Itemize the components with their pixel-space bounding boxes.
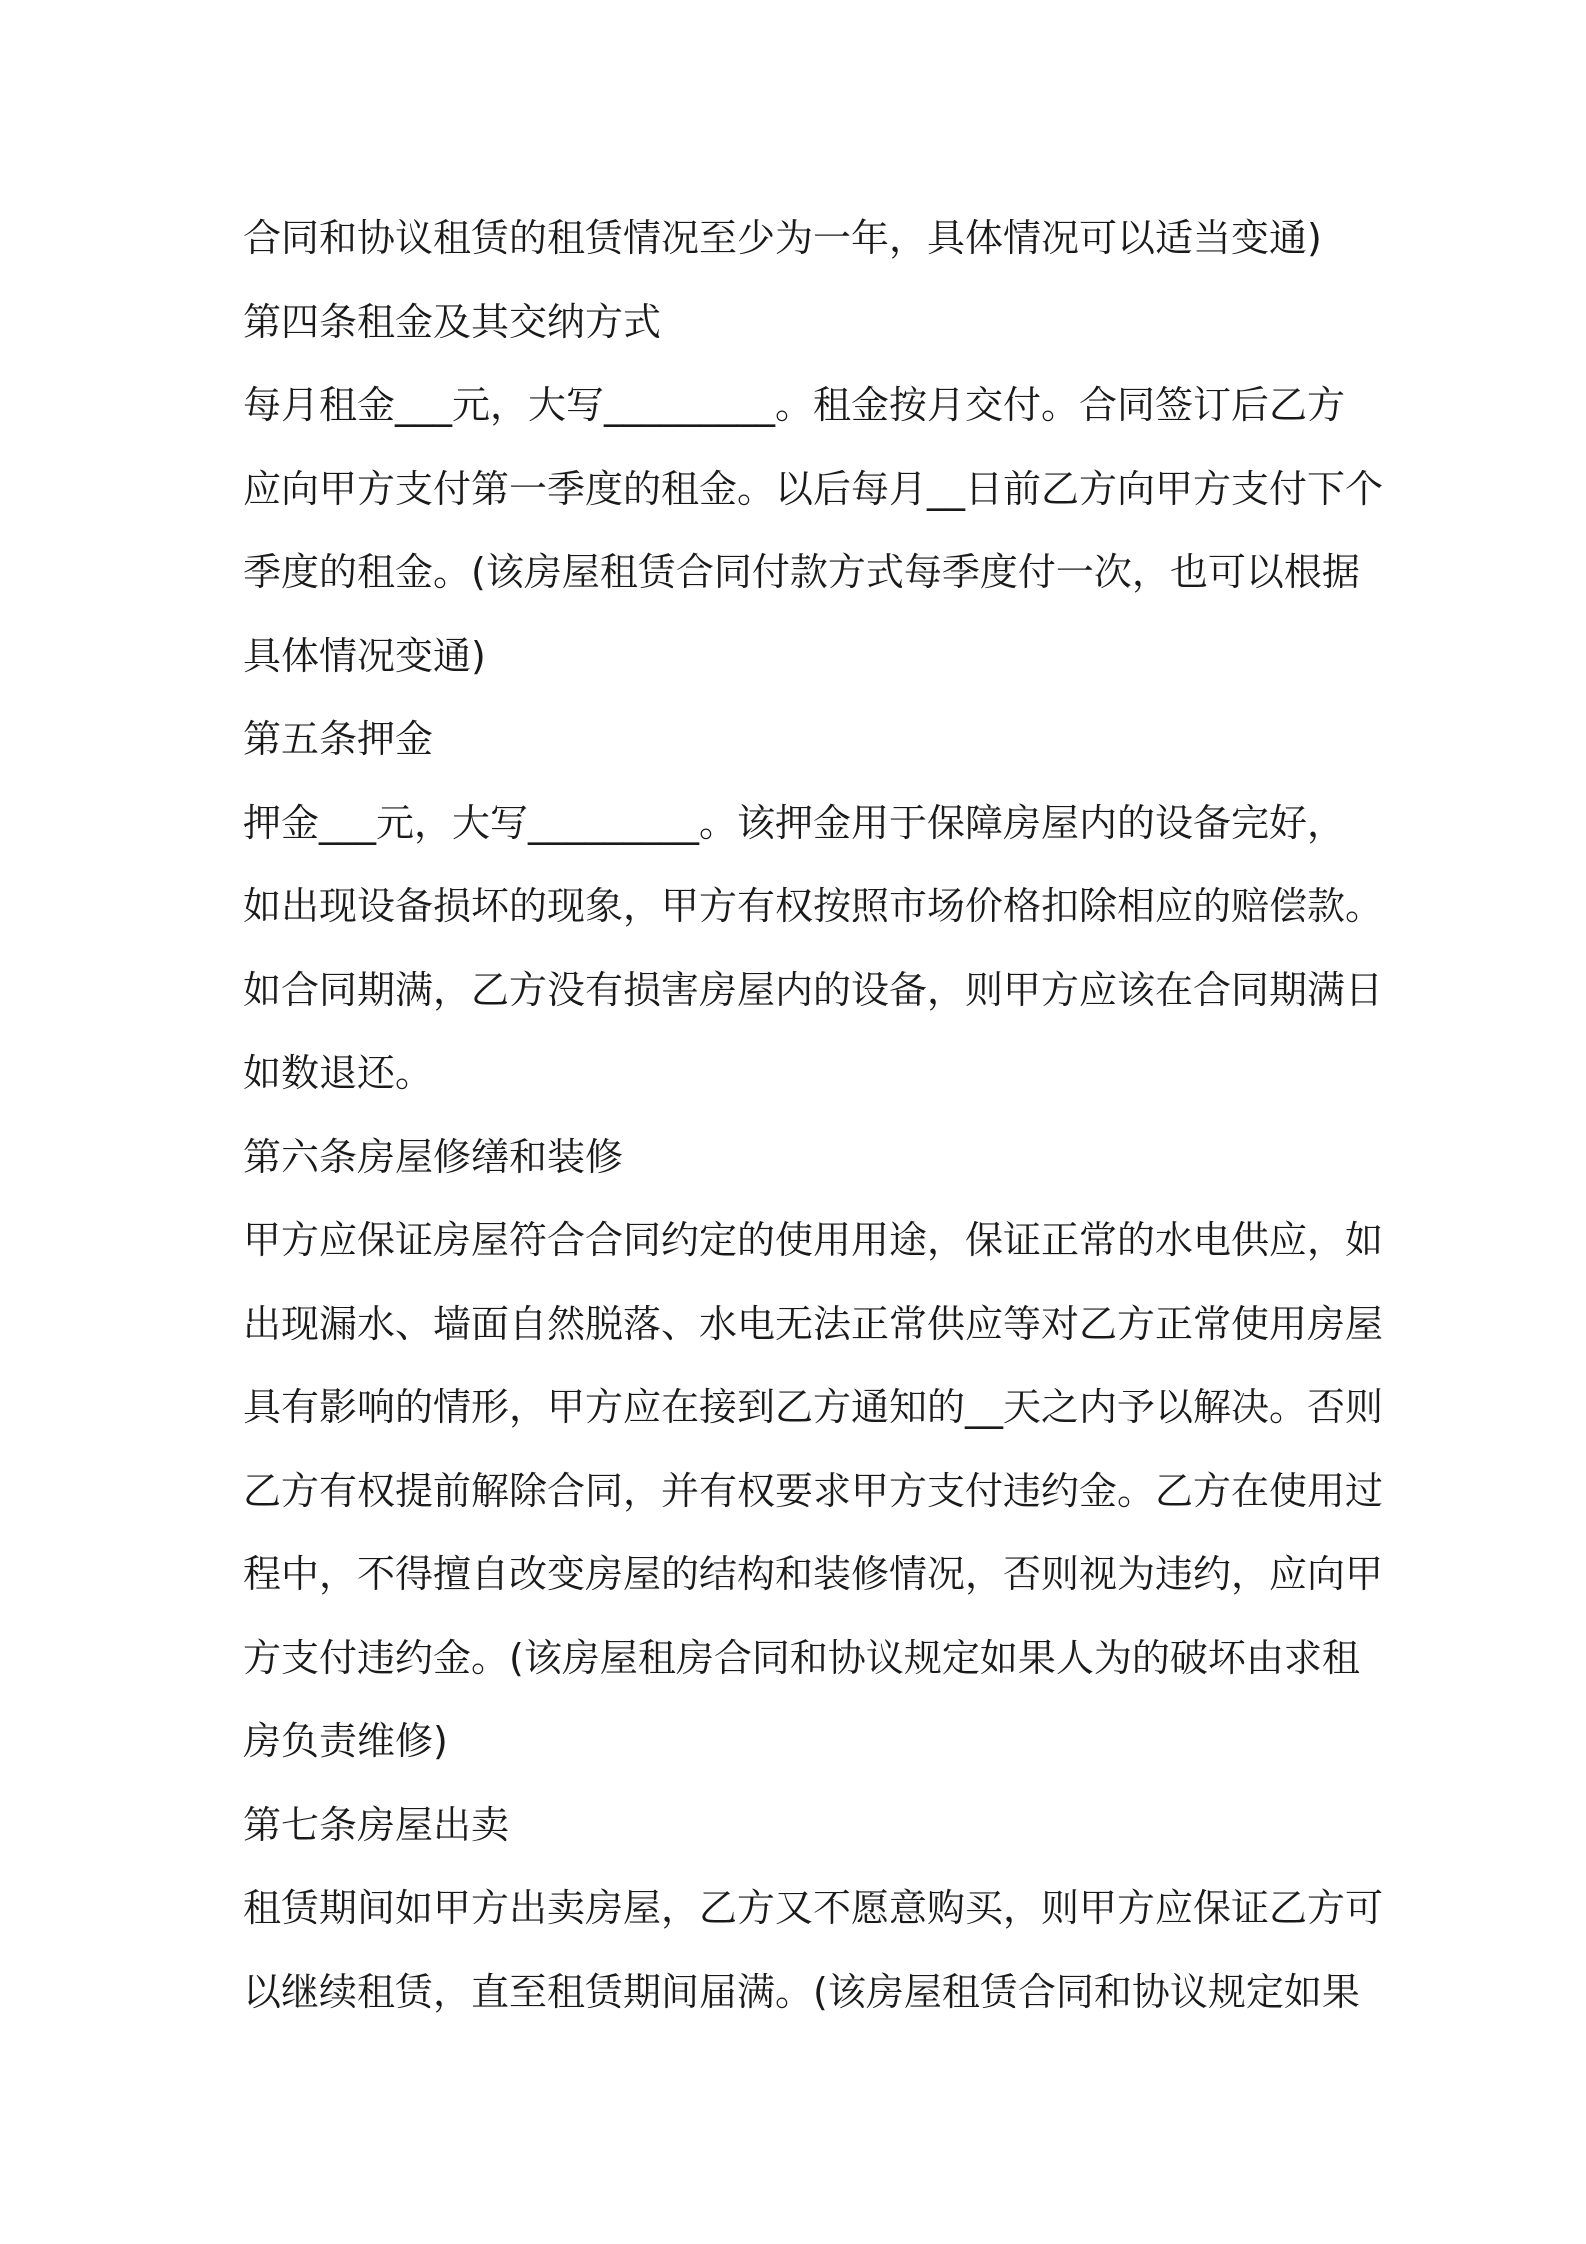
section-heading-4: 第四条租金及其交纳方式	[243, 299, 662, 344]
paragraph-line: 如合同期满，乙方没有损害房屋内的设备，则甲方应该在合同期满日	[243, 967, 1384, 1012]
paragraph-line: 房负责维修)	[243, 1719, 448, 1763]
document-body	[243, 197, 1384, 2034]
paragraph-line: 如出现设备损坏的现象，甲方有权按照市场价格扣除相应的赔偿款。	[243, 884, 1384, 928]
paragraph-line: 租赁期间如甲方出卖房屋，乙方又不愿意购买，则甲方应保证乙方可	[243, 1886, 1384, 1930]
paragraph-line: 押金___元，大写_________。该押金用于保障房屋内的设备完好，	[243, 800, 1346, 845]
paragraph-line: 方支付违约金。(该房屋租房合同和协议规定如果人为的破坏由求租	[243, 1635, 1360, 1680]
paragraph-line: 具有影响的情形，甲方应在接到乙方通知的__天之内予以解决。否则	[243, 1385, 1384, 1429]
paragraph-line: 程中，不得擅自改变房屋的结构和装修情况，否则视为违约，应向甲	[243, 1552, 1384, 1596]
paragraph-line: 合同和协议租赁的租赁情况至少为一年，具体情况可以适当变通)	[243, 216, 1322, 260]
paragraph-line: 乙方有权提前解除合同，并有权要求甲方支付违约金。乙方在使用过	[243, 1468, 1384, 1513]
paragraph-line: 出现漏水、墙面自然脱落、水电无法正常供应等对乙方正常使用房屋	[243, 1301, 1384, 1346]
paragraph-line: 具体情况变通)	[243, 633, 486, 678]
paragraph-line: 应向甲方支付第一季度的租金。以后每月__日前乙方向甲方支付下个	[243, 466, 1384, 511]
paragraph-line: 如数退还。	[243, 1051, 434, 1095]
section-heading-5: 第五条押金	[243, 717, 434, 761]
paragraph-line: 每月租金___元，大写_________。租金按月交付。合同签订后乙方	[243, 383, 1346, 427]
paragraph-line: 季度的租金。(该房屋租赁合同付款方式每季度付一次，也可以根据	[243, 550, 1360, 594]
section-heading-6: 第六条房屋修缮和装修	[243, 1134, 624, 1179]
section-heading-7: 第七条房屋出卖	[243, 1802, 510, 1847]
paragraph-line: 以继续租赁，直至租赁期间届满。(该房屋租赁合同和协议规定如果	[243, 1969, 1360, 2014]
paragraph-line: 甲方应保证房屋符合合同约定的使用用途，保证正常的水电供应，如	[243, 1218, 1384, 1262]
